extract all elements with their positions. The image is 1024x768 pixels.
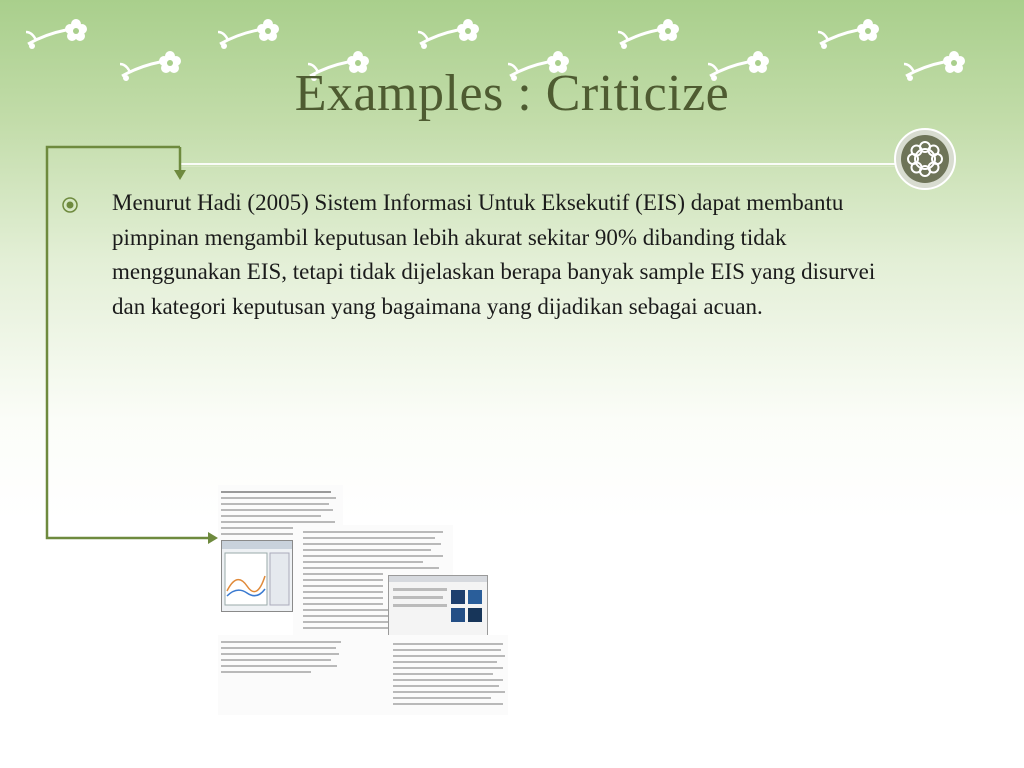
slide-title: Examples : Criticize — [294, 65, 730, 122]
document-thumbnail — [218, 485, 508, 765]
document-figure-chart — [221, 540, 293, 612]
circle-bullet-icon — [60, 195, 80, 215]
document-figure-images — [388, 575, 488, 639]
flower-medallion-icon — [894, 128, 956, 190]
bullet-text: Menurut Hadi (2005) Sistem Informasi Untuk Eksekutif (EIS) dapat membantu pimpinan mengambil keputusan lebih akurat sekitar 90% dibanding tidak menggunakan EIS, tetapi tidak dijelaskan berapa banyak sample EIS yang disurvei dan kategori keputusan yang bagaimana yang dijadikan sebagai acuan. — [112, 190, 876, 319]
